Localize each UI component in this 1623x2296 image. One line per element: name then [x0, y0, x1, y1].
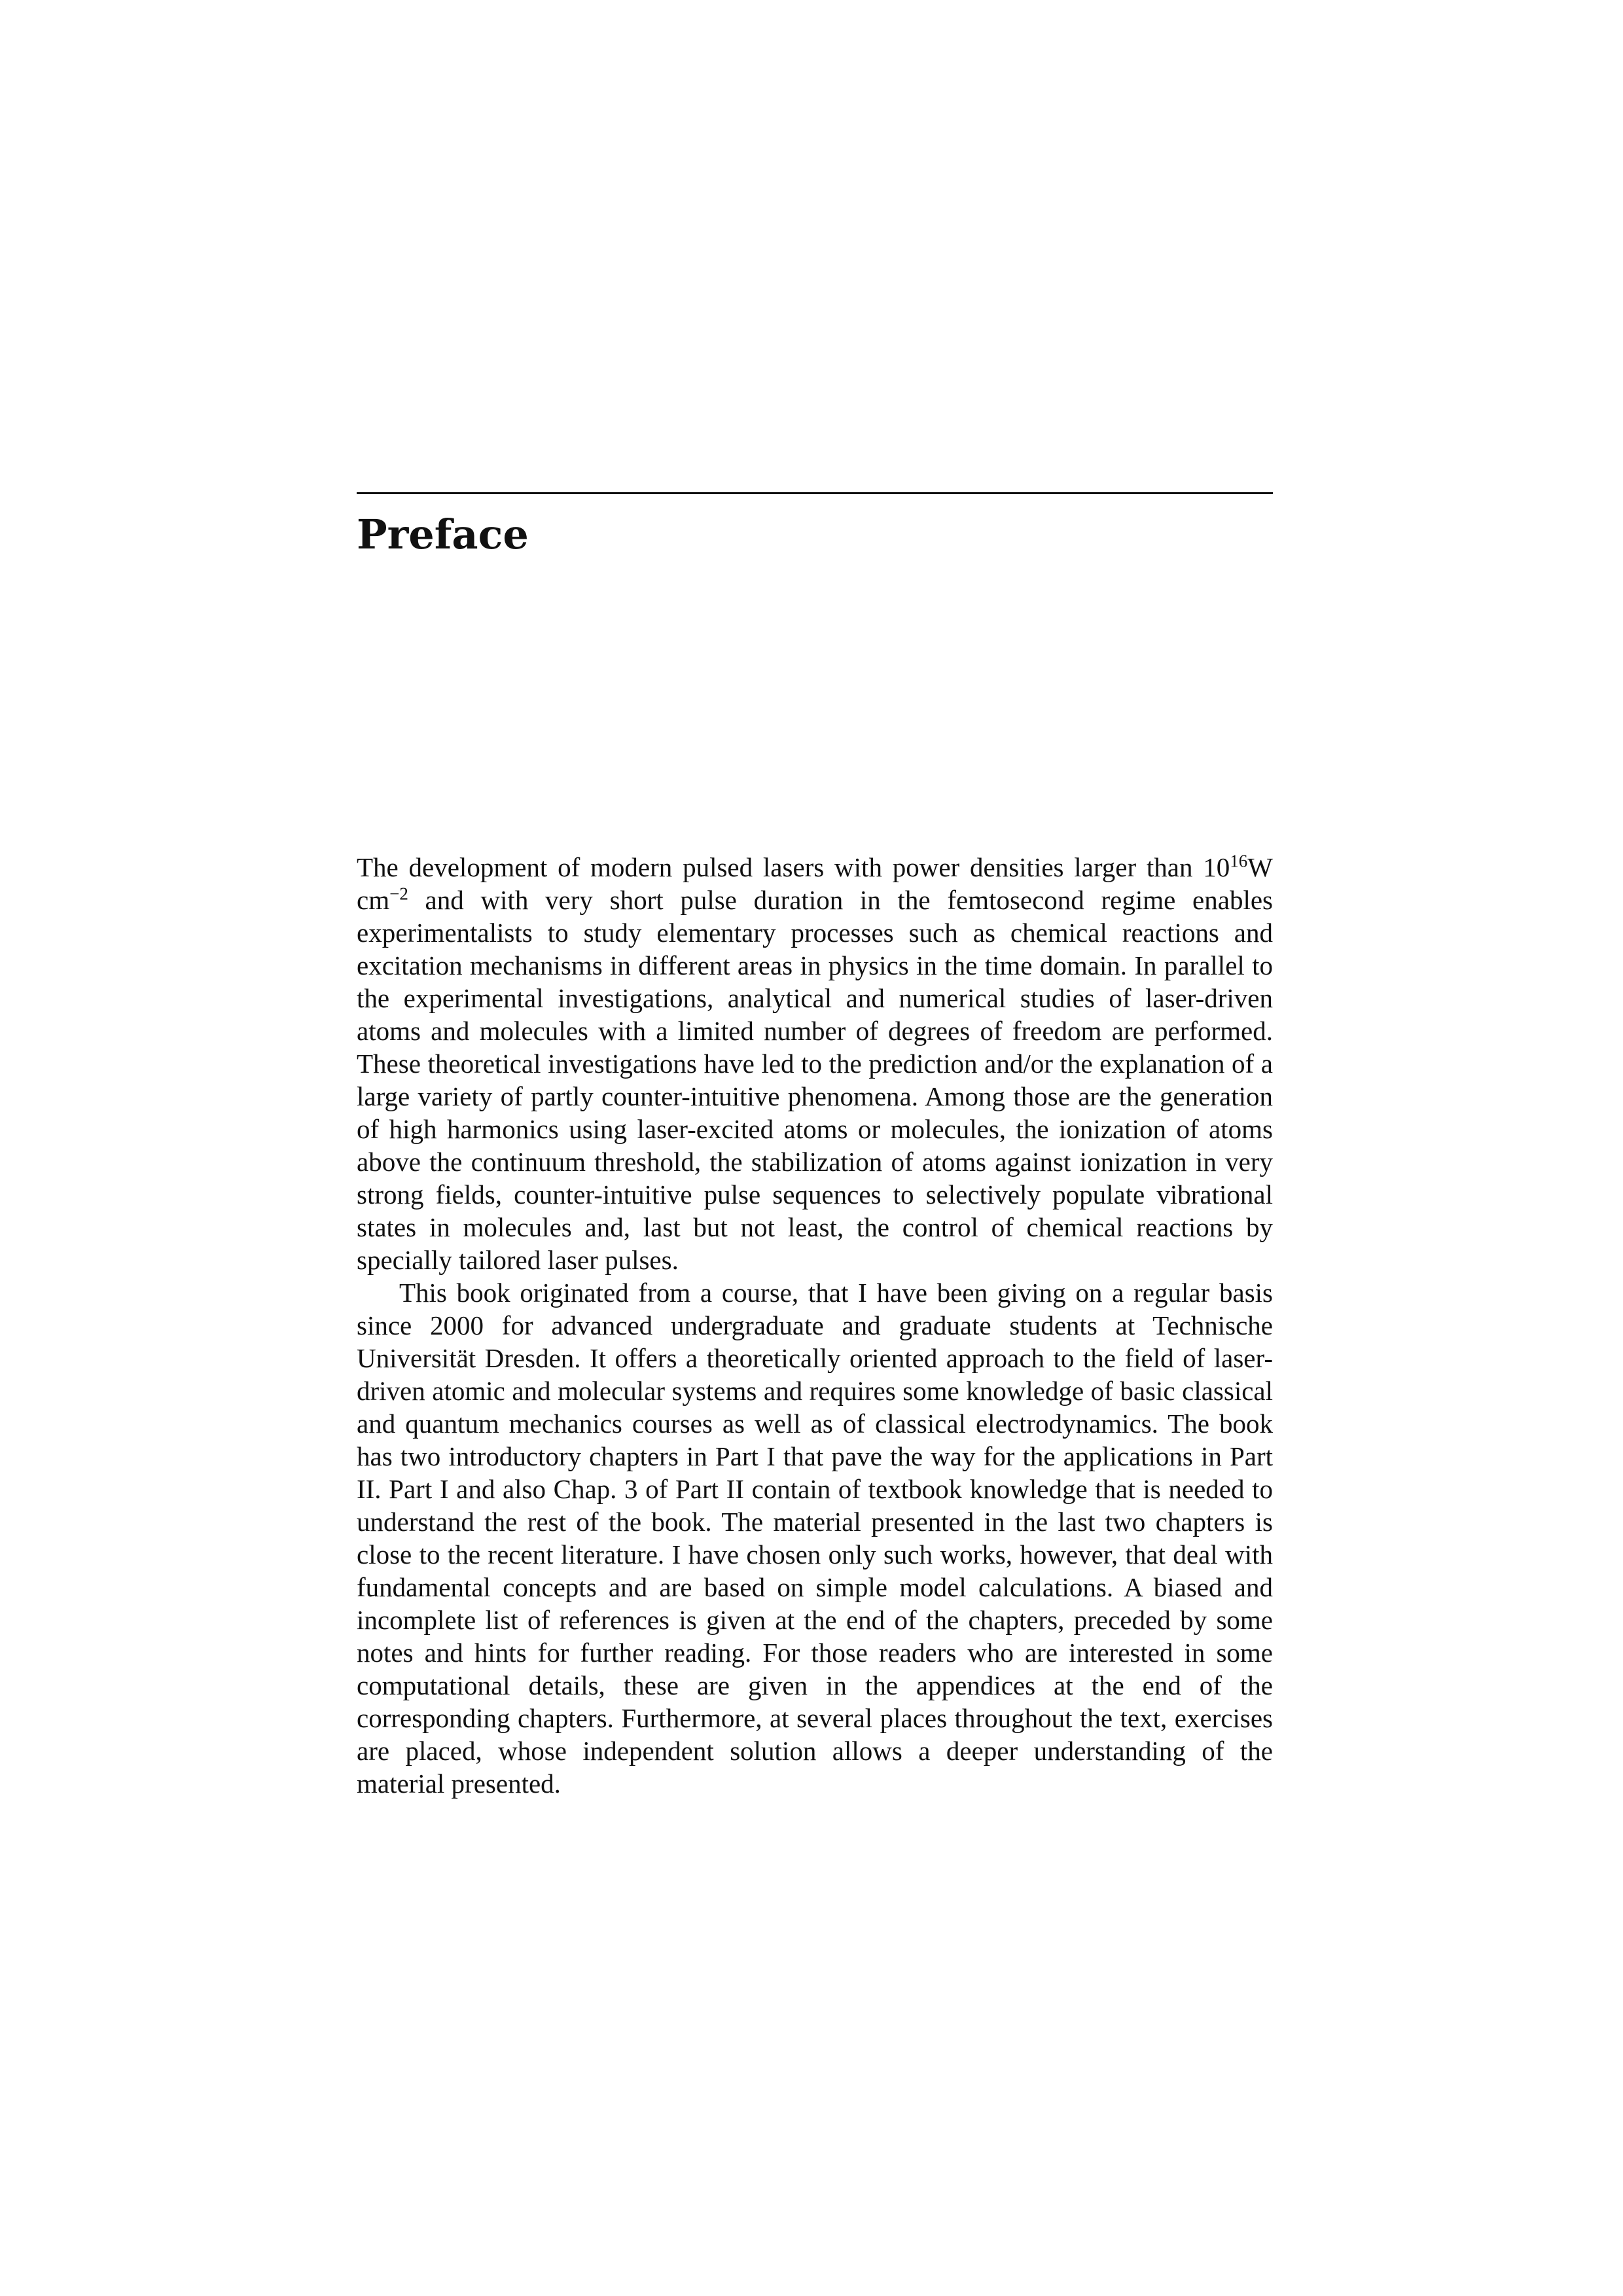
power-density-base: 10 — [1203, 852, 1230, 882]
paragraph-2: This book originated from a course, that I have been giving on a regular basis since 2000 for advanced undergraduate and graduate students at Technische Universität Dresden. It offers a theoretically oriented approach to the field of laser-driven atomic and molecular systems and requires some knowledge of basic classical and quantum mechanics courses as well as of classical electrodynamics. The book has two introductory chapters in Part I that pave the way for the applications in Part II. Part I and also Chap. 3 of Part II contain of textbook knowledge that is needed to understand the rest of the book. The material presented in the last two chapters is close to the recent literature. I have chosen only such works, however, that deal with fundamental concepts and are based on simple model calculations. A biased and incomplete list of references is given at the end of the chapters, preceded by some notes and hints for further reading. For those readers who are interested in some computational details, these are given in the appendices at the end of the corresponding chapters. Furthermore, at several places throughout the text, exercises are placed, whose independent solution allows a deeper understanding of the material presented. — [357, 1278, 1273, 1799]
preface-body — [357, 851, 1273, 1800]
paragraph-1-opening: The development of modern pulsed lasers with power densities larger than — [357, 852, 1204, 882]
power-density-unit: W cm — [357, 852, 1273, 915]
paragraph-1-continuation: and with very short pulse duration in the femtosecond regime enables experimentalists to study elementary processes such as chemical reactions and excitation mechanisms in different areas in physics in the time domain. In parallel to the experimental investigations, analytical and numerical studies of laser-driven atoms and molecules with a limited number of degrees of freedom are performed. These theoretical investigations have led to the prediction and/or the explanation of a large variety of partly counter-intuitive phenomena. Among those are the generation of high harmonics using laser-excited atoms or molecules, the ionization of atoms above the continuum threshold, the stabilization of atoms against ionization in very strong fields, counter-intuitive pulse sequences to selectively populate vibrational states in molecules and, last but not least, the control of chemical reactions by specially tailored laser pulses. — [357, 885, 1273, 1275]
power-density-unit-exponent: −2 — [389, 884, 408, 904]
power-density-exponent: 16 — [1230, 851, 1248, 871]
paragraph-1 — [357, 851, 1273, 1276]
chapter-top-rule — [357, 492, 1273, 494]
chapter-title: Preface — [357, 511, 529, 558]
